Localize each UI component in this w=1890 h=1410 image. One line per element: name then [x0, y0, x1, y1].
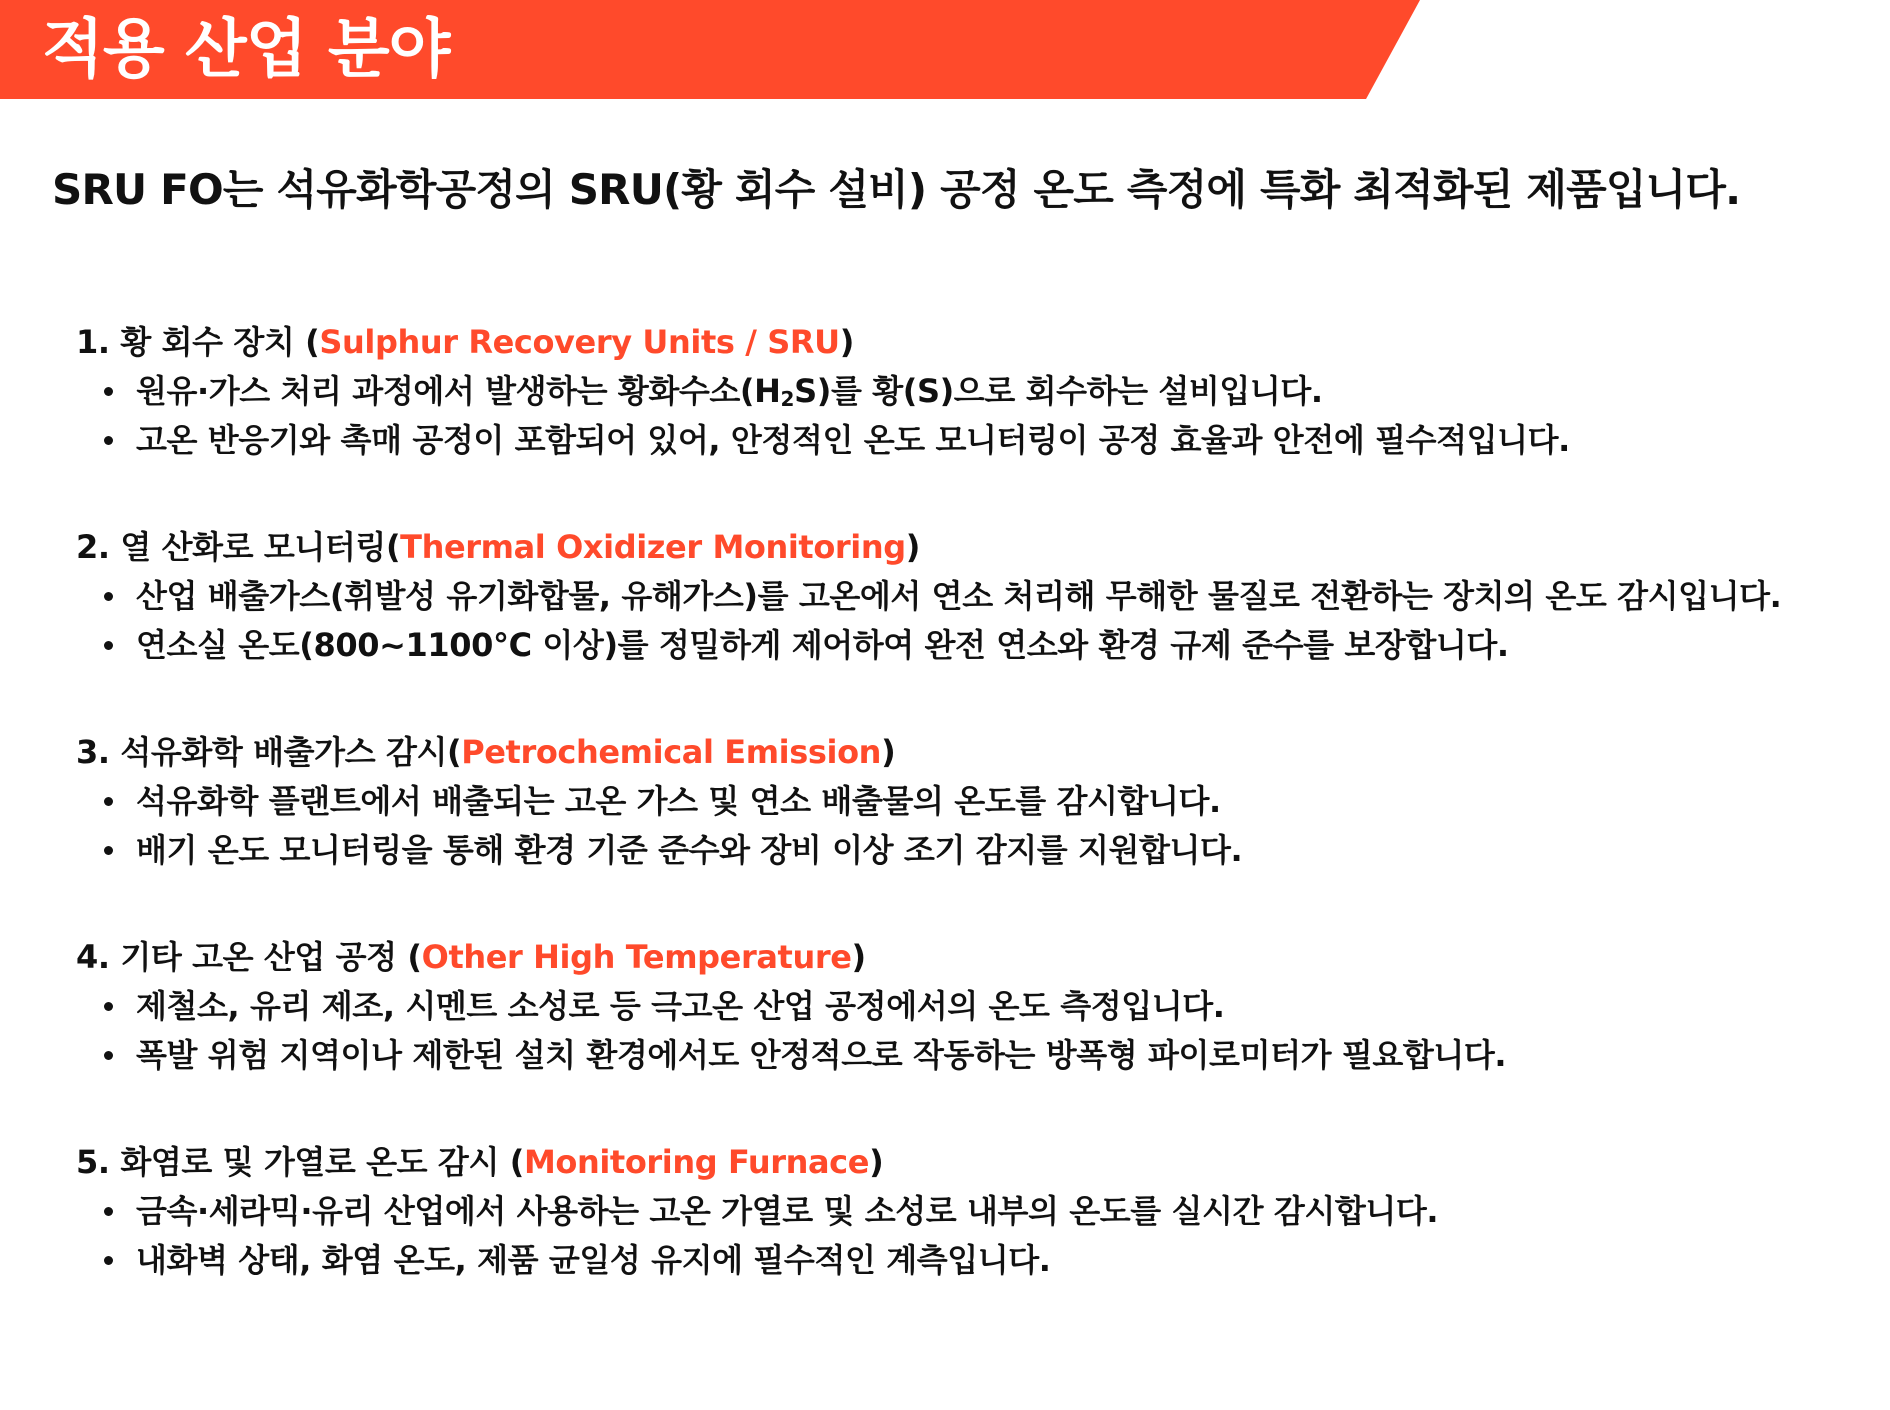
- page-title: 적용 산업 분야: [42, 13, 450, 87]
- bullet-list: [76, 1187, 1866, 1285]
- bullet-item: [76, 777, 1866, 826]
- section-heading: [76, 1138, 1866, 1187]
- heading-suffix: ): [869, 1143, 884, 1181]
- bullet-item: [76, 1187, 1866, 1236]
- bullet-text: 연소실 온도(800~1100°C 이상)를 정밀하게 제어하여 완전 연소와 환경 규제 준수를 보장합니다.: [136, 626, 1509, 664]
- section-petrochemical-emission: [76, 728, 1866, 875]
- section-heading: [76, 728, 1866, 777]
- bullet-item: [76, 572, 1866, 621]
- heading-suffix: ): [851, 938, 866, 976]
- bullet-icon: [104, 1256, 113, 1265]
- bullet-icon: [104, 1051, 113, 1060]
- heading-suffix: ): [881, 733, 896, 771]
- bullet-icon: [104, 641, 113, 650]
- bullet-item: [76, 621, 1866, 670]
- bullet-item: [76, 982, 1866, 1031]
- bullet-icon: [104, 1002, 113, 1011]
- heading-suffix: ): [839, 323, 854, 361]
- heading-prefix: 3. 석유화학 배출가스 감시(: [76, 733, 462, 771]
- application-sections: [76, 318, 1866, 1343]
- bullet-text-tail: S)를 황(S)으로 회수하는 설비입니다.: [794, 372, 1323, 410]
- heading-english: Other High Temperature: [421, 938, 852, 976]
- bullet-text: 고온 반응기와 촉매 공정이 포함되어 있어, 안정적인 온도 모니터링이 공정 효율과 안전에 필수적입니다.: [136, 421, 1570, 459]
- heading-prefix: 5. 화염로 및 가열로 온도 감시 (: [76, 1143, 524, 1181]
- section-sru: [76, 318, 1866, 465]
- section-heading: [76, 523, 1866, 572]
- bullet-list: [76, 572, 1866, 670]
- bullet-item: [76, 1031, 1866, 1080]
- bullet-icon: [104, 592, 113, 601]
- bullet-text: 산업 배출가스(휘발성 유기화합물, 유해가스)를 고온에서 연소 처리해 무해한 물질로 전환하는 장치의 온도 감시입니다.: [136, 577, 1782, 615]
- heading-suffix: ): [905, 528, 920, 566]
- bullet-item: [76, 1236, 1866, 1285]
- bullet-item: [76, 416, 1866, 465]
- bullet-list: [76, 982, 1866, 1080]
- heading-english: Thermal Oxidizer Monitoring: [400, 528, 906, 566]
- bullet-item: [76, 826, 1866, 875]
- bullet-item: [76, 367, 1866, 416]
- bullet-list: [76, 367, 1866, 465]
- section-heading: [76, 318, 1866, 367]
- heading-english: Petrochemical Emission: [461, 733, 882, 771]
- intro-statement: SRU FO는 석유화학공정의 SRU(황 회수 설비) 공정 온도 측정에 특화 최적화된 제품입니다.: [52, 165, 1741, 214]
- section-furnace-monitoring: [76, 1138, 1866, 1285]
- bullet-icon: [104, 387, 113, 396]
- bullet-icon: [104, 436, 113, 445]
- bullet-text: 내화벽 상태, 화염 온도, 제품 균일성 유지에 필수적인 계측입니다.: [136, 1241, 1051, 1279]
- bullet-text: 원유·가스 처리 과정에서 발생하는 황화수소(H: [136, 372, 781, 410]
- heading-english: Monitoring Furnace: [523, 1143, 870, 1181]
- heading-prefix: 1. 황 회수 장치 (: [76, 323, 320, 361]
- bullet-text: 폭발 위험 지역이나 제한된 설치 환경에서도 안정적으로 작동하는 방폭형 파이로미터가 필요합니다.: [136, 1036, 1507, 1074]
- bullet-icon: [104, 1207, 113, 1216]
- bullet-icon: [104, 846, 113, 855]
- bullet-text: 석유화학 플랜트에서 배출되는 고온 가스 및 연소 배출물의 온도를 감시합니다.: [136, 782, 1221, 820]
- section-other-high-temperature: [76, 933, 1866, 1080]
- heading-english: Sulphur Recovery Units / SRU: [319, 323, 840, 361]
- bullet-icon: [104, 797, 113, 806]
- section-thermal-oxidizer: [76, 523, 1866, 670]
- section-heading: [76, 933, 1866, 982]
- bullet-text: 제철소, 유리 제조, 시멘트 소성로 등 극고온 산업 공정에서의 온도 측정입니다.: [136, 987, 1225, 1025]
- bullet-text: 배기 온도 모니터링을 통해 환경 기준 준수와 장비 이상 조기 감지를 지원합니다.: [136, 831, 1243, 869]
- bullet-text: 금속·세라믹·유리 산업에서 사용하는 고온 가열로 및 소성로 내부의 온도를 실시간 감시합니다.: [136, 1192, 1439, 1230]
- bullet-list: [76, 777, 1866, 875]
- heading-prefix: 2. 열 산화로 모니터링(: [76, 528, 401, 566]
- heading-prefix: 4. 기타 고온 산업 공정 (: [76, 938, 422, 976]
- subscript-text: 2: [780, 387, 795, 411]
